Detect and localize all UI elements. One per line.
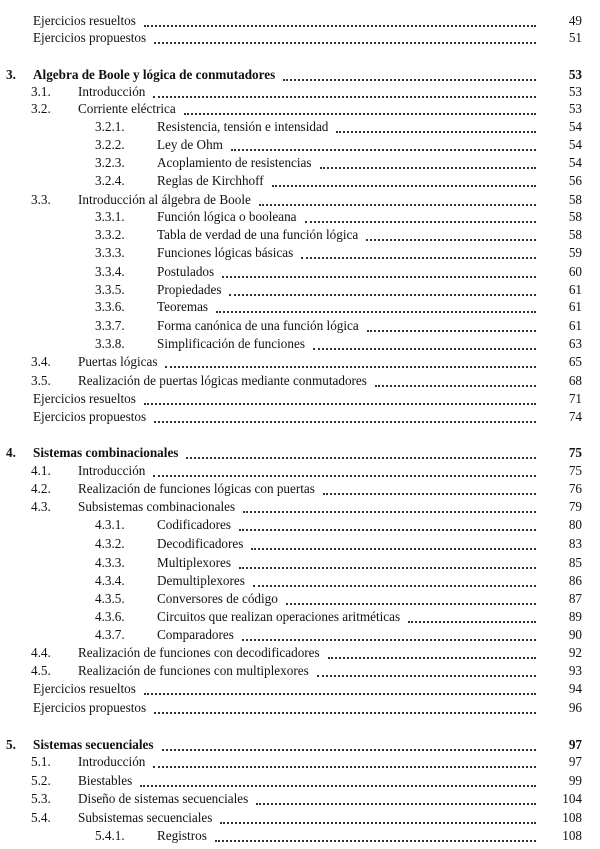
section-number: 5.1. <box>31 754 51 769</box>
section-number: 5.2. <box>31 773 51 788</box>
page-number: 56 <box>568 173 582 188</box>
exercises-entry <box>0 389 600 409</box>
section-number: 3.3.3. <box>95 245 125 260</box>
dot-leader <box>239 529 536 531</box>
section-number: 3.3.8. <box>95 336 125 351</box>
dot-leader <box>408 621 536 623</box>
entry-title: Realización de funciones lógicas con puertas <box>78 481 315 496</box>
entry-title: Ejercicios resueltos <box>33 681 136 696</box>
page-number: 61 <box>568 299 582 314</box>
dot-leader <box>153 766 536 768</box>
dot-leader <box>253 585 536 587</box>
entry-title: Ejercicios propuestos <box>33 409 147 424</box>
dot-leader <box>328 657 536 659</box>
section-entry <box>0 135 600 155</box>
section-number: 3.2.2. <box>95 137 125 152</box>
dot-leader <box>320 167 536 169</box>
entry-title: Multiplexores <box>157 555 231 570</box>
entry-title: Diseño de sistemas secuenciales <box>78 791 249 806</box>
dot-leader <box>144 403 536 405</box>
section-number: 3.3.7. <box>95 318 125 333</box>
dot-leader <box>222 276 536 278</box>
dot-leader <box>336 131 536 133</box>
section-number: 4.3.4. <box>95 573 125 588</box>
section-number: 3.3.2. <box>95 227 125 242</box>
dot-leader <box>162 749 536 751</box>
exercises-entry <box>0 698 600 718</box>
section-entry <box>0 316 600 336</box>
section-entry <box>0 117 600 137</box>
page-number: 92 <box>568 645 582 660</box>
section-entry <box>0 171 600 191</box>
entry-title: Subsistemas secuenciales <box>78 810 213 825</box>
section-entry <box>0 625 600 645</box>
entry-title: Realización de puertas lógicas mediante conmutadores <box>78 373 367 388</box>
entry-title: Reglas de Kirchhoff <box>157 173 264 188</box>
page-number: 75 <box>568 445 582 460</box>
page-number: 86 <box>568 573 582 588</box>
section-number: 4.3.7. <box>95 627 125 642</box>
section-number: 5.4. <box>31 810 51 825</box>
entry-title: Realización de funciones con multiplexores <box>78 663 309 678</box>
page-number: 75 <box>568 463 582 478</box>
section-number: 3.2.3. <box>95 155 125 170</box>
dot-leader <box>154 42 536 44</box>
section-entry <box>0 589 600 609</box>
dot-leader <box>216 311 536 313</box>
section-number: 4.3.6. <box>95 609 125 624</box>
section-number: 3.2.4. <box>95 173 125 188</box>
page-number: 76 <box>568 481 582 496</box>
page-number: 63 <box>568 336 582 351</box>
entry-title: Postulados <box>157 264 215 279</box>
dot-leader <box>220 822 536 824</box>
dot-leader <box>153 475 536 477</box>
dot-leader <box>317 675 536 677</box>
entry-title: Resistencia, tensión e intensidad <box>157 119 329 134</box>
section-number: 4.3.1. <box>95 517 125 532</box>
entry-title: Propiedades <box>157 282 222 297</box>
entry-title: Teoremas <box>157 299 209 314</box>
dot-leader <box>153 96 536 98</box>
section-entry <box>0 607 600 627</box>
page-number: 85 <box>568 555 582 570</box>
section-number: 3.1. <box>31 84 51 99</box>
section-entry <box>0 334 600 354</box>
page-number: 53 <box>568 67 582 82</box>
entry-title: Ley de Ohm <box>157 137 223 152</box>
dot-leader <box>305 221 536 223</box>
section-entry <box>0 789 600 809</box>
dot-leader <box>239 567 536 569</box>
entry-title: Introducción <box>78 84 146 99</box>
dot-leader <box>251 548 536 550</box>
page-number: 51 <box>568 30 582 45</box>
section-number: 4.3.3. <box>95 555 125 570</box>
entry-title: Comparadores <box>157 627 234 642</box>
section-number: 3.3. <box>31 192 51 207</box>
entry-title: Introducción <box>78 463 146 478</box>
section-number: 4.3.5. <box>95 591 125 606</box>
page-number: 61 <box>568 282 582 297</box>
page-number: 108 <box>562 828 582 843</box>
entry-title: Decodificadores <box>157 536 244 551</box>
page-number: 54 <box>568 155 582 170</box>
page-number: 108 <box>562 810 582 825</box>
dot-leader <box>272 185 536 187</box>
section-number: 3.3.4. <box>95 264 125 279</box>
section-entry <box>0 752 600 772</box>
section-entry <box>0 153 600 173</box>
section-entry <box>0 207 600 227</box>
entry-title: Conversores de código <box>157 591 278 606</box>
entry-title: Biestables <box>78 773 133 788</box>
section-entry <box>0 534 600 554</box>
dot-leader <box>144 693 536 695</box>
entry-title: Subsistemas combinacionales <box>78 499 236 514</box>
section-number: 3.2. <box>31 101 51 116</box>
dot-leader <box>154 421 536 423</box>
entry-title: Ejercicios propuestos <box>33 30 147 45</box>
page-number: 99 <box>568 773 582 788</box>
section-entry <box>0 225 600 245</box>
section-entry <box>0 571 600 591</box>
entry-title: Introducción <box>78 754 146 769</box>
section-entry <box>0 515 600 535</box>
exercises-entry <box>0 407 600 427</box>
section-entry <box>0 808 600 828</box>
section-entry <box>0 479 600 499</box>
entry-title: Corriente eléctrica <box>78 101 176 116</box>
section-entry <box>0 553 600 573</box>
section-number: 4.1. <box>31 463 51 478</box>
entry-title: Ejercicios resueltos <box>33 391 136 406</box>
section-number: 5.4.1. <box>95 828 125 843</box>
dot-leader <box>184 113 536 115</box>
entry-title: Registros <box>157 828 207 843</box>
entry-title: Algebra de Boole y lógica de conmutadores <box>33 67 276 82</box>
page-number: 60 <box>568 264 582 279</box>
exercises-entry <box>0 28 600 48</box>
section-entry <box>0 771 600 791</box>
section-number: 3.4. <box>31 354 51 369</box>
page-number: 68 <box>568 373 582 388</box>
dot-leader <box>375 385 536 387</box>
entry-title: Realización de funciones con decodificadores <box>78 645 320 660</box>
page-number: 53 <box>568 101 582 116</box>
section-entry <box>0 371 600 391</box>
page-number: 96 <box>568 700 582 715</box>
entry-title: Acoplamiento de resistencias <box>157 155 312 170</box>
section-entry <box>0 661 600 681</box>
section-entry <box>0 352 600 372</box>
entry-title: Demultiplexores <box>157 573 245 588</box>
dot-leader <box>301 257 536 259</box>
dot-leader <box>242 639 536 641</box>
dot-leader <box>367 330 536 332</box>
section-number: 4.3. <box>31 499 51 514</box>
exercises-entry <box>0 679 600 699</box>
page-number: 87 <box>568 591 582 606</box>
page-number: 54 <box>568 137 582 152</box>
section-number: 4.5. <box>31 663 51 678</box>
entry-title: Sistemas secuenciales <box>33 737 154 752</box>
dot-leader <box>144 25 536 27</box>
entry-title: Forma canónica de una función lógica <box>157 318 359 333</box>
dot-leader <box>323 493 536 495</box>
section-entry <box>0 497 600 517</box>
page-number: 80 <box>568 517 582 532</box>
chapter-number: 5. <box>6 737 16 752</box>
page-number: 58 <box>568 192 582 207</box>
page-number: 97 <box>568 754 582 769</box>
page-number: 83 <box>568 536 582 551</box>
chapter-entry <box>0 443 600 463</box>
section-entry <box>0 262 600 282</box>
dot-leader <box>165 366 536 368</box>
entry-title: Ejercicios propuestos <box>33 700 147 715</box>
chapter-number: 4. <box>6 445 16 460</box>
section-number: 4.3.2. <box>95 536 125 551</box>
entry-title: Simplificación de funciones <box>157 336 305 351</box>
page-number: 54 <box>568 119 582 134</box>
section-number: 4.4. <box>31 645 51 660</box>
section-entry <box>0 297 600 317</box>
section-number: 3.3.5. <box>95 282 125 297</box>
page-number: 93 <box>568 663 582 678</box>
page-number: 104 <box>562 791 582 806</box>
section-number: 3.3.1. <box>95 209 125 224</box>
page-number: 58 <box>568 209 582 224</box>
section-number: 3.3.6. <box>95 299 125 314</box>
chapter-number: 3. <box>6 67 16 82</box>
entry-title: Puertas lógicas <box>78 354 158 369</box>
section-entry <box>0 99 600 119</box>
dot-leader <box>231 149 536 151</box>
dot-leader <box>140 785 536 787</box>
entry-title: Circuitos que realizan operaciones aritméticas <box>157 609 401 624</box>
section-number: 4.2. <box>31 481 51 496</box>
section-entry <box>0 461 600 481</box>
dot-leader <box>186 457 536 459</box>
dot-leader <box>366 239 536 241</box>
page-number: 59 <box>568 245 582 260</box>
entry-title: Tabla de verdad de una función lógica <box>157 227 359 242</box>
dot-leader <box>286 603 536 605</box>
page-number: 53 <box>568 84 582 99</box>
page-number: 79 <box>568 499 582 514</box>
section-number: 3.5. <box>31 373 51 388</box>
page-number: 61 <box>568 318 582 333</box>
section-entry <box>0 643 600 663</box>
page-number: 90 <box>568 627 582 642</box>
dot-leader <box>243 511 536 513</box>
entry-title: Codificadores <box>157 517 231 532</box>
page-number: 65 <box>568 354 582 369</box>
entry-title: Función lógica o booleana <box>157 209 297 224</box>
entry-title: Ejercicios resueltos <box>33 13 136 28</box>
entry-title: Sistemas combinacionales <box>33 445 179 460</box>
dot-leader <box>259 204 536 206</box>
section-number: 3.2.1. <box>95 119 125 134</box>
page-number: 94 <box>568 681 582 696</box>
dot-leader <box>215 840 536 842</box>
page-number: 97 <box>568 737 582 752</box>
section-number: 5.3. <box>31 791 51 806</box>
page-number: 89 <box>568 609 582 624</box>
dot-leader <box>283 79 536 81</box>
entry-title: Funciones lógicas básicas <box>157 245 294 260</box>
dot-leader <box>256 803 536 805</box>
page-number: 49 <box>568 13 582 28</box>
dot-leader <box>313 348 536 350</box>
page-number: 58 <box>568 227 582 242</box>
dot-leader <box>229 294 536 296</box>
page-number: 74 <box>568 409 582 424</box>
entry-title: Introducción al álgebra de Boole <box>78 192 251 207</box>
section-entry <box>0 826 600 846</box>
dot-leader <box>154 712 536 714</box>
page-number: 71 <box>568 391 582 406</box>
section-entry <box>0 243 600 263</box>
